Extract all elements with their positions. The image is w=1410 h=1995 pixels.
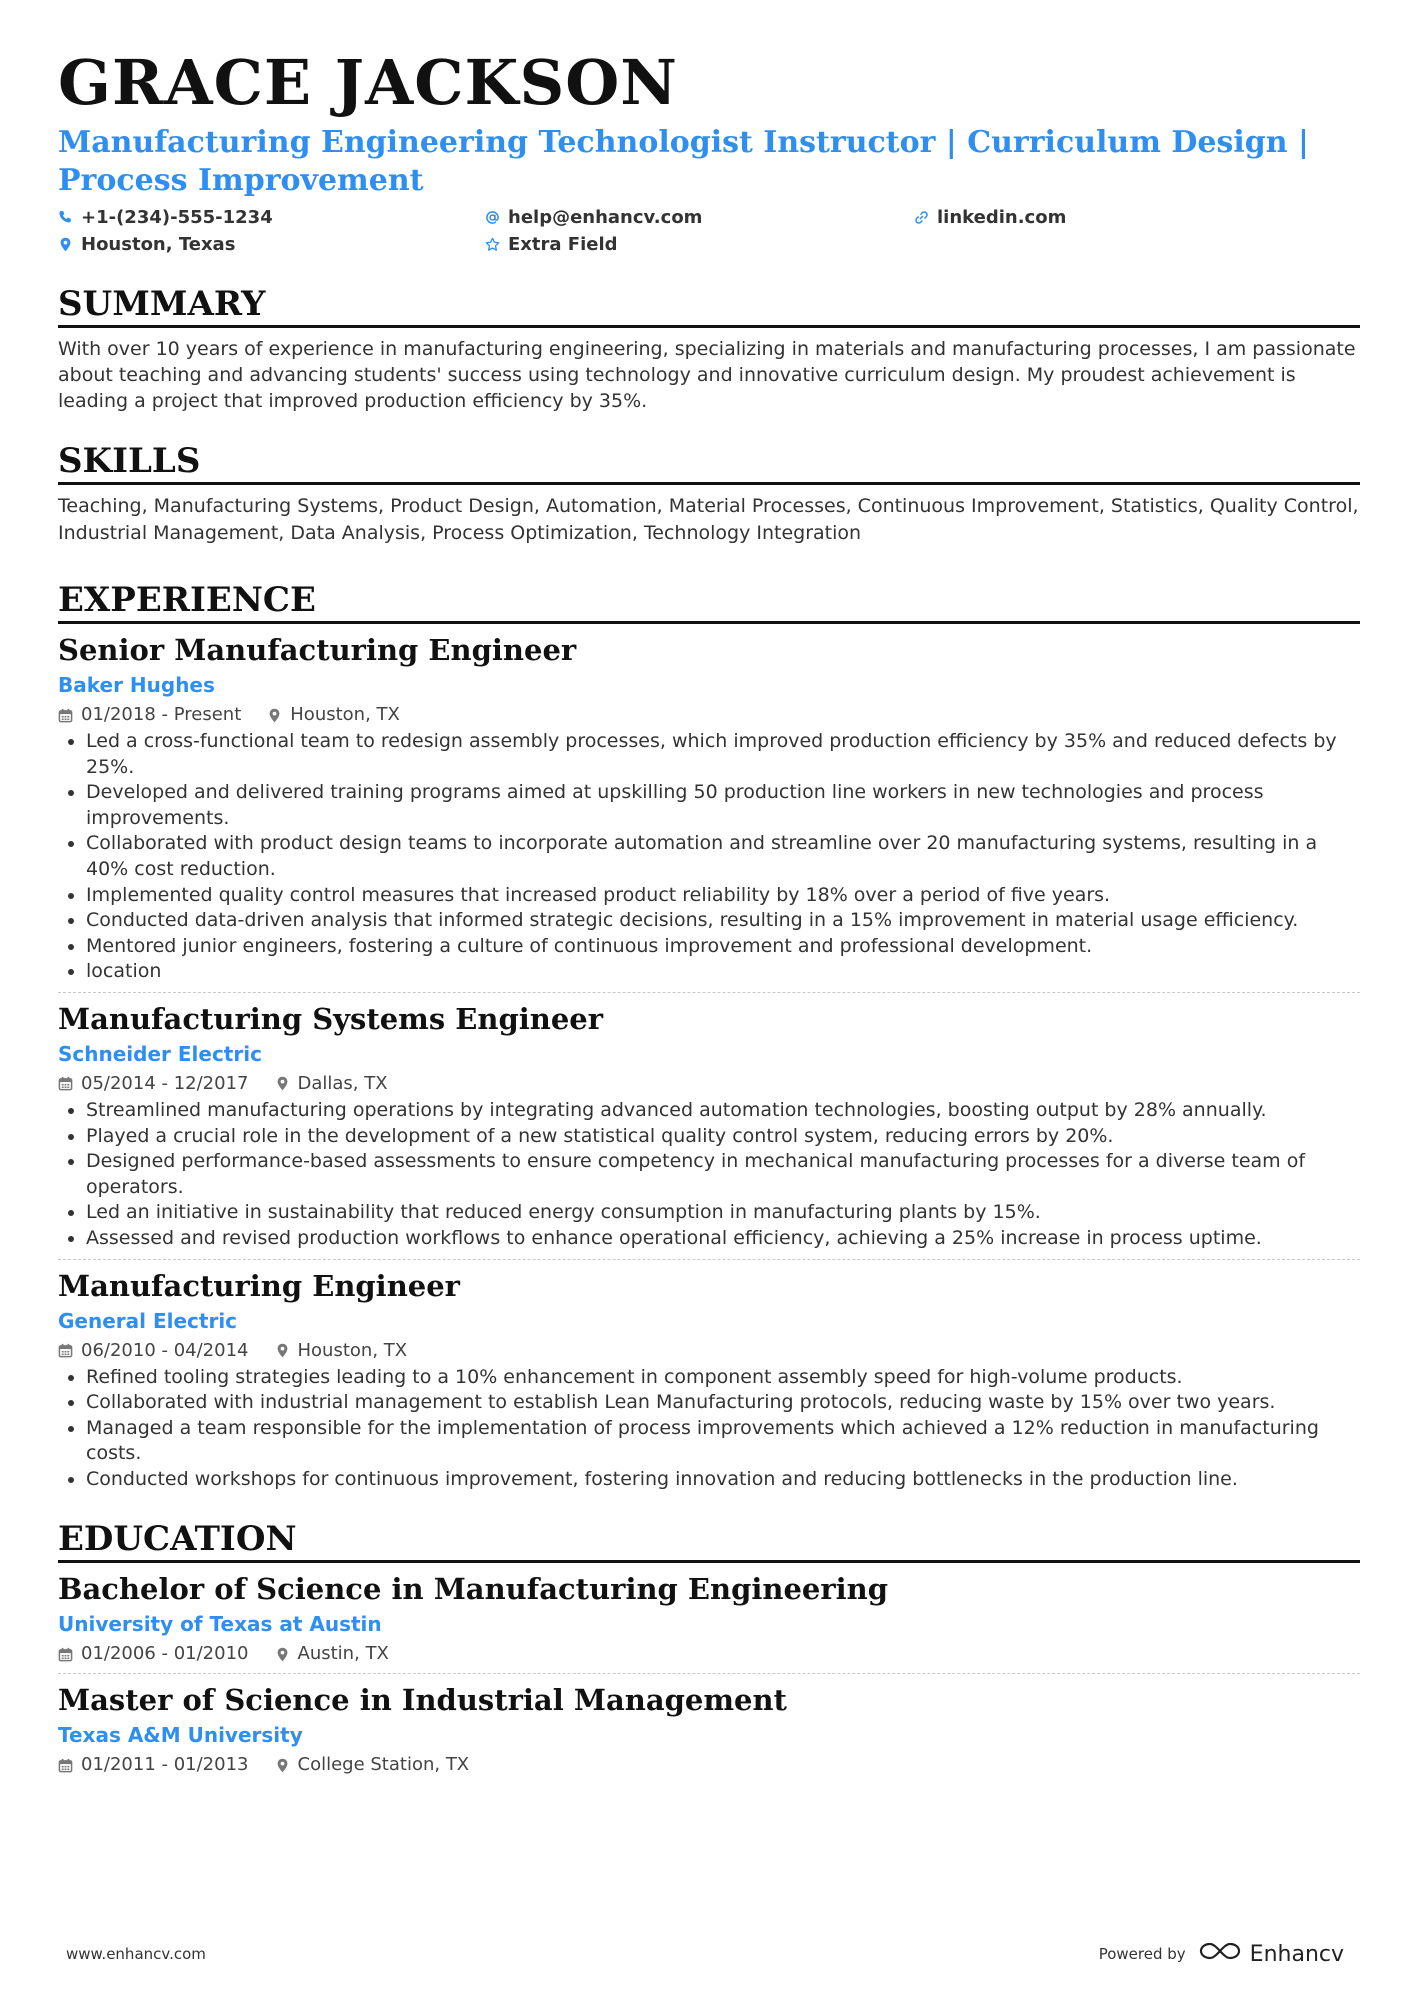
star-icon [485, 237, 500, 252]
entry-divider [58, 992, 1360, 993]
calendar-icon [58, 1758, 73, 1773]
candidate-name: GRACE JACKSON [58, 46, 678, 119]
calendar-icon [58, 1647, 73, 1662]
bullet-item: • Conducted workshops for continuous improvement, fostering innovation and reducing bottlenecks in the production line. [86, 1467, 1360, 1493]
calendar-icon [58, 708, 73, 723]
job-bullets [58, 1365, 1360, 1493]
summary-text: With over 10 years of experience in manufacturing engineering, specializing in materials and manufacturing processes, I am passionate about teaching and advancing students' success using technology and innovative curriculum design. My proudest achievement is leading a project that improved production efficiency by 35%. [58, 338, 1356, 412]
page-footer [66, 1940, 1344, 1968]
experience-title: EXPERIENCE [58, 581, 1360, 624]
education-section [58, 1520, 1360, 1777]
education-location: College Station, TX [297, 1754, 470, 1776]
job-dates: 06/2010 - 04/2014 [81, 1339, 249, 1361]
bullet-item: • Collaborated with product design teams to incorporate automation and streamline over 20 manufacturing systems, resulting in a 40% cost reduction. [86, 831, 1360, 882]
bullet-item: • Managed a team responsible for the implementation of process improvements which achieved a 12% reduction in manufacturing costs. [86, 1416, 1360, 1467]
school-name: University of Texas at Austin [58, 1612, 382, 1637]
company-name: Schneider Electric [58, 1041, 262, 1066]
skills-title: SKILLS [58, 442, 1360, 485]
powered-by [1099, 1940, 1344, 1968]
bullet-item: • Implemented quality control measures that increased product reliability by 18% over a period of five years. [86, 883, 1360, 909]
powered-by-label: Powered by [1098, 1945, 1186, 1963]
contact-location [58, 233, 485, 255]
job-meta [58, 703, 1360, 727]
contact-location-text: Houston, Texas [81, 233, 236, 255]
job-meta [58, 1072, 1360, 1096]
school-name: Texas A&M University [58, 1723, 303, 1748]
bullet-item: • Assessed and revised production workflows to enhance operational efficiency, achieving a 25% increase in process uptime. [86, 1226, 1360, 1252]
education-dates: 01/2011 - 01/2013 [81, 1754, 249, 1776]
entry-divider [58, 1673, 1360, 1674]
bullet-item: • Played a crucial role in the development of a new statistical quality control system, reducing errors by 20%. [86, 1124, 1360, 1150]
location-pin-icon [275, 1343, 290, 1358]
education-title: EDUCATION [58, 1520, 1360, 1563]
location-pin-icon [275, 1758, 290, 1773]
location-pin-icon [267, 708, 282, 723]
calendar-icon [58, 1076, 73, 1091]
education-location: Austin, TX [297, 1643, 389, 1665]
job-meta [58, 1339, 1360, 1363]
contact-linkedin[interactable] [914, 206, 1360, 228]
job-location: Dallas, TX [297, 1072, 388, 1094]
location-pin-icon [58, 237, 73, 252]
experience-section [58, 581, 1360, 1492]
contact-email[interactable] [485, 206, 914, 228]
education-entry [58, 1571, 1360, 1666]
candidate-headline: Manufacturing Engineering Technologist Instructor | Curriculum Design | Process Improvement [58, 125, 1309, 198]
summary-section [58, 285, 1360, 414]
enhancv-brand-name: Enhancv [1249, 1941, 1344, 1967]
phone-icon [58, 210, 73, 225]
job-title: Manufacturing Systems Engineer [58, 1001, 604, 1036]
resume-page [58, 44, 1360, 1777]
skills-text: Teaching, Manufacturing Systems, Product Design, Automation, Material Processes, Continuous Improvement, Statistics, Quality Control, Industrial Management, Data Analysis, Process Optimization, Technology Integration [58, 495, 1359, 544]
summary-title: SUMMARY [58, 285, 1360, 328]
bullet-item: • Conducted data-driven analysis that informed strategic decisions, resulting in a 15% improvement in material usage efficiency. [86, 908, 1360, 934]
calendar-icon [58, 1343, 73, 1358]
experience-entry [58, 1268, 1360, 1493]
bullet-item: • Led a cross-functional team to redesign assembly processes, which improved production efficiency by 35% and reduced defects by 25%. [86, 729, 1360, 780]
contact-phone[interactable] [58, 206, 485, 228]
bullet-item: • Developed and delivered training programs aimed at upskilling 50 production line workers in new technologies and process improvements. [86, 780, 1360, 831]
education-meta [58, 1642, 1360, 1666]
bullet-item: • location [86, 959, 1360, 985]
contact-linkedin-text: linkedin.com [937, 206, 1067, 228]
location-pin-icon [275, 1647, 290, 1662]
job-bullets [58, 1098, 1360, 1252]
bullet-item: • Led an initiative in sustainability that reduced energy consumption in manufacturing plants by 15%. [86, 1200, 1360, 1226]
bullet-item: • Designed performance-based assessments to ensure competency in mechanical manufacturing processes for a diverse team of operators. [86, 1149, 1360, 1200]
bullet-item: • Refined tooling strategies leading to a 10% enhancement in component assembly speed for high-volume products. [86, 1365, 1360, 1391]
education-dates: 01/2006 - 01/2010 [81, 1643, 249, 1665]
job-dates: 01/2018 - Present [81, 704, 242, 725]
company-name: General Electric [58, 1308, 238, 1333]
experience-entry [58, 1001, 1360, 1252]
education-meta [58, 1753, 1360, 1777]
entry-divider [58, 1259, 1360, 1260]
job-dates: 05/2014 - 12/2017 [81, 1072, 249, 1094]
job-bullets [58, 729, 1360, 985]
job-title: Senior Manufacturing Engineer [58, 633, 577, 667]
contact-email-text: help@enhancv.com [508, 206, 703, 228]
contact-extra [485, 233, 914, 255]
contact-grid [58, 206, 1360, 255]
degree-title: Bachelor of Science in Manufacturing Engineering [58, 1572, 889, 1607]
job-title: Manufacturing Engineer [58, 1268, 460, 1303]
at-icon [485, 210, 500, 225]
company-name: Baker Hughes [58, 673, 215, 697]
location-pin-icon [275, 1076, 290, 1091]
job-location: Houston, TX [297, 1339, 408, 1361]
skills-section [58, 442, 1360, 547]
degree-title: Master of Science in Industrial Management [58, 1683, 787, 1718]
contact-phone-text: +1-(234)-555-1234 [81, 206, 273, 228]
bullet-item: • Streamlined manufacturing operations by integrating advanced automation technologies, boosting output by 28% annually. [86, 1098, 1360, 1124]
contact-extra-text: Extra Field [508, 233, 618, 255]
experience-entry [58, 632, 1360, 985]
resume-header [58, 46, 1360, 255]
job-location: Houston, TX [290, 704, 400, 725]
link-icon [914, 210, 929, 225]
enhancv-brand[interactable] [1198, 1940, 1344, 1968]
education-entry [58, 1682, 1360, 1777]
footer-website-link[interactable]: www.enhancv.com [66, 1945, 206, 1963]
bullet-item: • Mentored junior engineers, fostering a culture of continuous improvement and professional development. [86, 934, 1360, 960]
bullet-item: • Collaborated with industrial management to establish Lean Manufacturing protocols, reducing waste by 15% over two years. [86, 1390, 1360, 1416]
enhancv-logo-icon [1198, 1940, 1242, 1968]
